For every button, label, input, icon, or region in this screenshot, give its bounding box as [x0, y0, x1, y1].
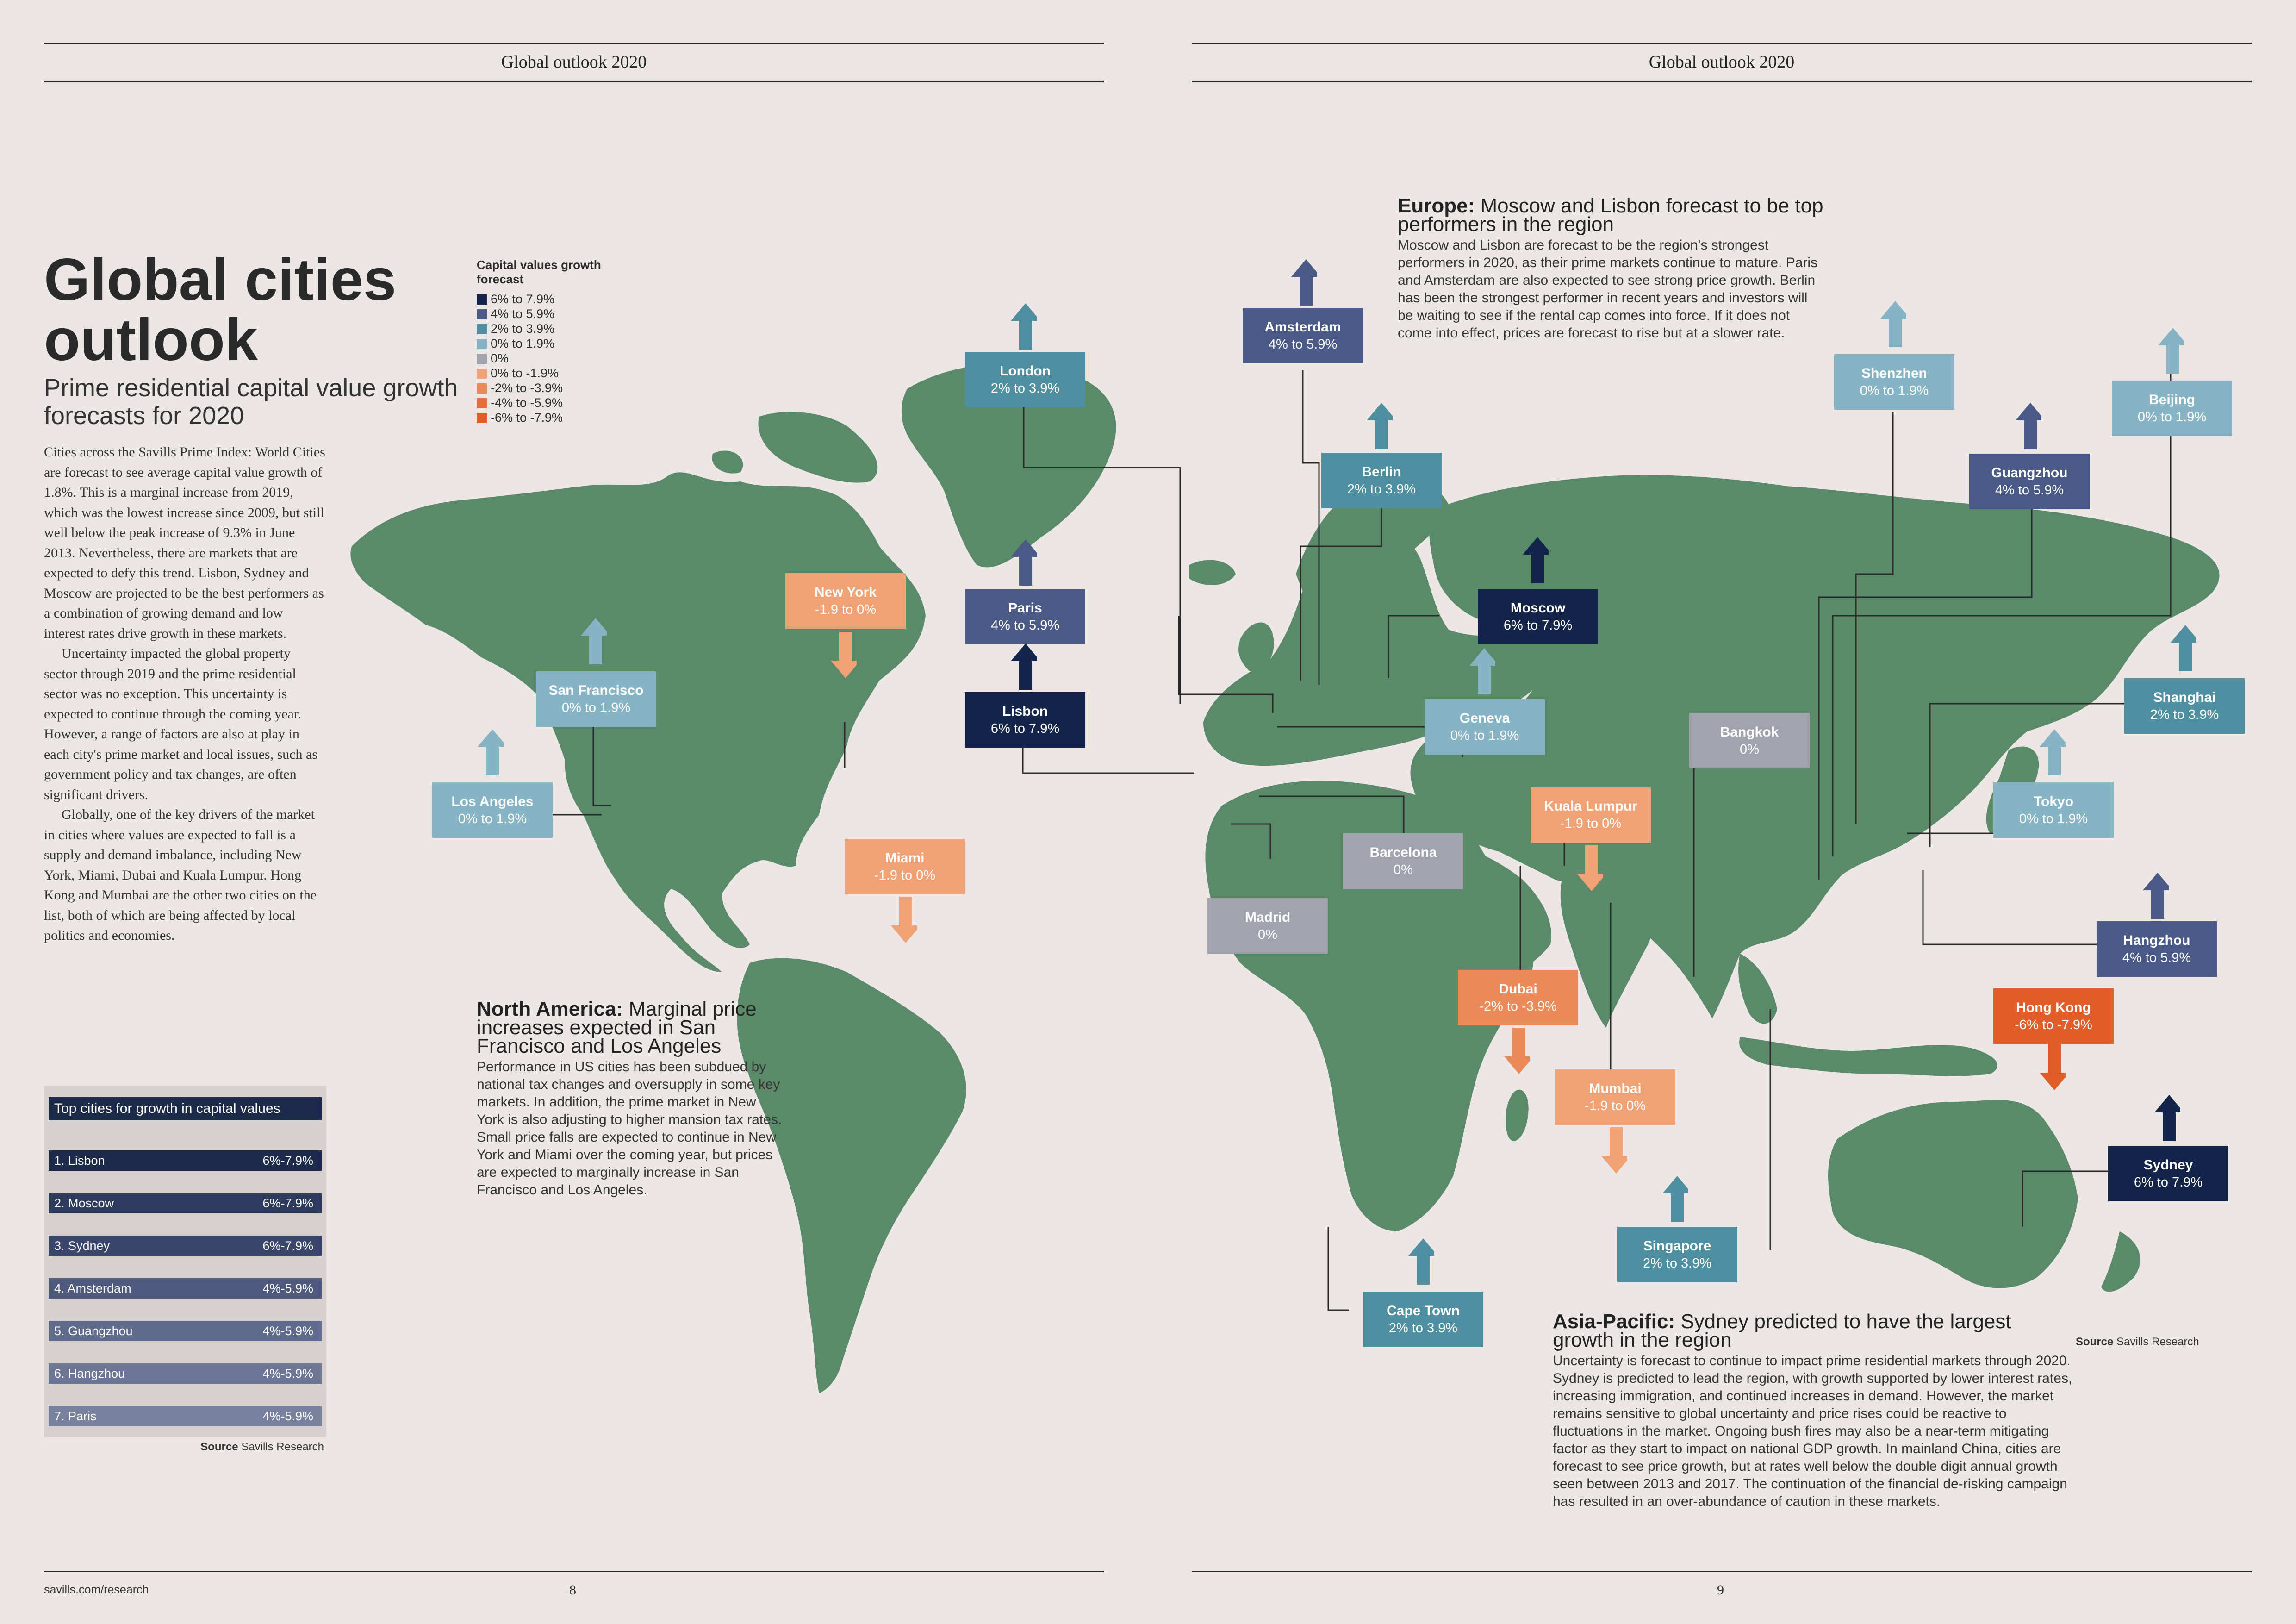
city-name: Sydney — [2143, 1157, 2193, 1173]
city-name: Singapore — [1643, 1238, 1711, 1254]
legend-item — [477, 306, 554, 322]
footer-rule-left — [44, 1571, 1104, 1572]
city-label-san-francisco — [536, 671, 656, 727]
table-value: 4%-5.9% — [262, 1367, 313, 1380]
city-forecast: -1.9 to 0% — [1560, 816, 1622, 831]
legend-swatch — [477, 398, 487, 408]
arrow-up-icon — [1662, 1176, 1688, 1222]
arrow-down-icon — [1504, 1028, 1530, 1074]
table-value: 4%-5.9% — [262, 1409, 313, 1423]
table-source: Source Savills Research — [200, 1441, 324, 1453]
footer-url[interactable]: savills.com/research — [44, 1583, 149, 1596]
city-label-miami — [845, 839, 965, 894]
city-forecast: 0% to 1.9% — [2019, 812, 2088, 826]
city-name: San Francisco — [548, 683, 644, 698]
region-heading: North America: Marginal price increases expected in San Francisco and Los Angeles — [477, 998, 757, 1057]
legend-label: 0% — [491, 351, 509, 365]
region-europe — [1398, 194, 1823, 342]
city-forecast: 0% to 1.9% — [458, 812, 527, 826]
city-forecast: 4% to 5.9% — [1268, 337, 1338, 352]
arrow-up-icon — [1408, 1238, 1434, 1285]
city-label-lisbon — [965, 692, 1085, 748]
arrow-up-icon — [2143, 873, 2169, 919]
region-asia-pacific — [1553, 1312, 2076, 1511]
intro-paragraph: Globally, one of the key drivers of the market in cities where values are expected to fall is a supply and demand imbalance, including New York, Miami, Dubai and Kuala Lumpur. Hong Kong and Mumbai are the other two cities on the list, both of which are being affected by local politics and economies. — [44, 807, 317, 943]
page-number-left: 8 — [569, 1582, 576, 1598]
table-city: 1. Lisbon — [54, 1154, 105, 1168]
legend-swatch — [477, 413, 487, 423]
city-label-beijing — [2112, 381, 2232, 436]
city-label-hong-kong — [1993, 988, 2114, 1044]
legend-swatch — [477, 324, 487, 334]
city-name: Geneva — [1459, 711, 1510, 726]
city-forecast: 0% — [1740, 742, 1759, 757]
legend-swatch — [477, 369, 487, 379]
arrow-up-icon — [2040, 729, 2066, 775]
map-source: Source Savills Research — [2076, 1336, 2199, 1348]
city-label-shanghai — [2124, 678, 2245, 734]
legend-label: 2% to 3.9% — [491, 322, 555, 336]
arrow-up-icon — [1011, 539, 1037, 586]
legend-item — [477, 291, 554, 307]
legend-label: 0% to -1.9% — [491, 366, 559, 380]
table-value: 4%-5.9% — [262, 1281, 313, 1295]
city-name: Amsterdam — [1264, 319, 1341, 335]
legend-item — [477, 380, 563, 396]
table-city: 6. Hangzhou — [54, 1367, 125, 1380]
table-row — [49, 1236, 322, 1256]
arrow-up-icon — [1469, 648, 1495, 694]
city-forecast: -1.9 to 0% — [874, 868, 936, 883]
city-label-barcelona — [1343, 833, 1463, 889]
arrow-up-icon — [1011, 643, 1037, 690]
city-forecast: 6% to 7.9% — [1503, 618, 1573, 633]
intro-text — [44, 442, 326, 946]
arrow-down-icon — [1577, 845, 1603, 891]
arrow-up-icon — [1523, 537, 1549, 583]
city-forecast: 2% to 3.9% — [990, 381, 1060, 396]
page-title: Global cities outlook — [44, 247, 397, 373]
arrow-down-icon — [831, 632, 857, 678]
legend-label: -4% to -5.9% — [491, 396, 563, 410]
region-heading: Europe: Moscow and Lisbon forecast to be top performers in the region — [1398, 194, 1823, 236]
city-label-paris — [965, 589, 1085, 644]
region-body: Performance in US cities has been subdued by national tax changes and oversupply in some key markets. In addition, the prime market in New York is also adjusting to higher mansion tax rates. Small price falls are expected to continue in New York and Miami over the coming year, but prices are expected to marginally increase in San Francisco and Los Angeles. — [477, 1059, 782, 1198]
table-city: 2. Moscow — [54, 1196, 114, 1210]
city-label-singapore — [1617, 1227, 1737, 1282]
legend-label: -2% to -3.9% — [491, 381, 563, 395]
region-body: Uncertainty is forecast to continue to impact prime residential markets through 2020. Sydney is predicted to lead the region, with growth supported by lower interest rates, increasing immigration, and continued increases in demand. However, the market remains sensitive to global uncertainty and price rises could be reactive to fluctuations in the market. Ongoing bush fires may also be a near-term mitigating factor as they start to impact on national GDP growth. In mainland China, cities are forecast to see price growth, but at rates well below the double digit annual growth seen between 2013 and 2017. The continuation of the financial de-risking campaign has resulted in an over-abundance of caution in these markets. — [1553, 1353, 2072, 1509]
city-label-kuala-lumpur — [1531, 787, 1651, 843]
city-name: Barcelona — [1369, 845, 1437, 860]
legend-item — [477, 350, 509, 367]
city-label-guangzhou — [1969, 454, 2090, 509]
table-row — [49, 1278, 322, 1299]
table-city: 3. Sydney — [54, 1239, 110, 1253]
city-name: Berlin — [1362, 464, 1401, 480]
table-value: 6%-7.9% — [262, 1196, 313, 1210]
arrow-down-icon — [2040, 1044, 2066, 1090]
landmass-indonesia — [1739, 1037, 1997, 1076]
landmass-australia — [1828, 1100, 2078, 1288]
legend-item — [477, 320, 554, 337]
city-label-los-angeles — [432, 782, 553, 838]
city-label-hangzhou — [2097, 921, 2217, 977]
table-city: 4. Amsterdam — [54, 1281, 131, 1295]
city-label-madrid — [1207, 898, 1328, 954]
region-body: Moscow and Lisbon are forecast to be the region's strongest performers in 2020, as their prime markets continue to mature. Paris and Amsterdam are also expected to see strong price growth. Berlin has been the strongest performer in recent years and investors will be waiting to see if the rental cap comes into force. If it does not come into effect, prices are forecast to rise but at a slower rate. — [1398, 237, 1818, 341]
page-subtitle: Prime residential capital value growth forecasts for 2020 — [44, 374, 458, 430]
city-name: London — [1000, 363, 1051, 379]
city-forecast: 2% to 3.9% — [1388, 1321, 1458, 1336]
city-label-london — [965, 352, 1085, 407]
arrow-up-icon — [581, 618, 607, 664]
city-name: Cape Town — [1387, 1303, 1460, 1318]
city-name: Shanghai — [2153, 690, 2216, 705]
city-name: Shenzhen — [1861, 366, 1927, 381]
table-row — [49, 1321, 322, 1341]
city-label-mumbai — [1555, 1069, 1675, 1125]
city-forecast: 4% to 5.9% — [990, 618, 1060, 633]
legend-item — [477, 365, 559, 381]
page-number-right: 9 — [1717, 1582, 1724, 1598]
city-forecast: 0% to 1.9% — [1450, 728, 1519, 743]
arrow-up-icon — [2171, 625, 2196, 671]
city-name: New York — [815, 585, 877, 600]
city-name: Moscow — [1510, 600, 1566, 616]
city-forecast: 4% to 5.9% — [1995, 483, 2064, 498]
legend-item — [477, 409, 563, 426]
legend-label: 6% to 7.9% — [491, 292, 555, 306]
legend-swatch — [477, 309, 487, 319]
city-label-amsterdam — [1243, 308, 1363, 363]
city-forecast: -1.9 to 0% — [1584, 1099, 1646, 1113]
table-value: 4%-5.9% — [262, 1324, 313, 1338]
legend-item — [477, 394, 563, 411]
city-name: Paris — [1008, 600, 1042, 616]
city-label-cape-town — [1363, 1292, 1483, 1347]
footer-rule-right — [1192, 1571, 2252, 1572]
arrow-up-icon — [2016, 403, 2041, 449]
arrow-up-icon — [1880, 301, 1906, 347]
table-city: 5. Guangzhou — [54, 1324, 133, 1338]
intro-paragraph: Cities across the Savills Prime Index: World Cities are forecast to see average capital value growth of 1.8%. This is a marginal increase from 2019, which was the lowest increase since 2009, but still well below the peak increase of 9.3% in June 2013. Nevertheless, there are markets that are expected to defy this trend. Lisbon, Sydney and Moscow are projected to be the best performers as a combination of growing demand and low interest rates drive growth in these markets. — [44, 444, 325, 641]
legend-label: 4% to 5.9% — [491, 307, 555, 321]
city-forecast: 0% to 1.9% — [561, 700, 631, 715]
legend-swatch — [477, 339, 487, 349]
city-forecast: 0% to 1.9% — [1860, 383, 1929, 398]
city-label-bangkok — [1689, 713, 1810, 768]
table-title: Top cities for growth in capital values — [49, 1097, 322, 1120]
landmass-arctic-islands — [758, 412, 877, 483]
city-name: Hong Kong — [2016, 1000, 2091, 1015]
city-forecast: 2% to 3.9% — [1643, 1256, 1712, 1271]
city-name: Guangzhou — [1991, 465, 2068, 481]
city-label-sydney — [2108, 1146, 2228, 1201]
intro-paragraph: Uncertainty impacted the global property sector through 2019 and the prime residential sector was no exception. This uncertainty is expected to continue through the coming year. However, a range of factors are also at play in each city's prime market and local issues, such as government policy and tax changes, are often significant drivers. — [44, 646, 318, 802]
legend-swatch — [477, 354, 487, 364]
city-name: Bangkok — [1720, 725, 1779, 740]
city-name: Mumbai — [1589, 1081, 1642, 1096]
city-label-tokyo — [1993, 782, 2114, 838]
city-name: Tokyo — [2033, 794, 2074, 809]
city-forecast: -2% to -3.9% — [1479, 999, 1557, 1014]
city-forecast: 6% to 7.9% — [2134, 1175, 2203, 1190]
table-value: 6%-7.9% — [262, 1154, 313, 1168]
legend-label: 0% to 1.9% — [491, 337, 555, 350]
city-forecast: 6% to 7.9% — [990, 721, 1060, 736]
table-row — [49, 1193, 322, 1213]
table-row — [49, 1406, 322, 1426]
city-label-geneva — [1425, 699, 1545, 755]
city-name: Dubai — [1499, 981, 1537, 997]
city-name: Beijing — [2148, 392, 2195, 407]
city-forecast: 0% — [1394, 862, 1413, 877]
table-value: 6%-7.9% — [262, 1239, 313, 1253]
arrow-down-icon — [1601, 1127, 1627, 1174]
arrow-up-icon — [2154, 1095, 2180, 1141]
arrow-up-icon — [478, 729, 504, 775]
city-name: Madrid — [1244, 910, 1291, 925]
city-name: Kuala Lumpur — [1544, 799, 1637, 814]
legend-title: Capital values growth forecast — [477, 258, 601, 286]
city-label-new-york — [785, 573, 906, 629]
arrow-up-icon — [1011, 303, 1037, 350]
legend-item — [477, 335, 554, 352]
city-name: Miami — [885, 850, 925, 866]
city-forecast: 0% — [1258, 927, 1277, 942]
city-label-moscow — [1478, 589, 1598, 644]
legend-swatch — [477, 294, 487, 305]
arrow-up-icon — [1291, 259, 1317, 306]
header-title-right: Global outlook 2020 — [1649, 52, 1795, 72]
city-label-dubai — [1458, 970, 1578, 1025]
map-landmasses — [350, 364, 2219, 1393]
city-forecast: 4% to 5.9% — [2122, 950, 2191, 965]
top-cities-table — [44, 1086, 326, 1437]
city-name: Lisbon — [1002, 704, 1048, 719]
region-north-america — [477, 1000, 782, 1199]
city-forecast: 0% to 1.9% — [2137, 410, 2207, 425]
table-city: 7. Paris — [54, 1409, 97, 1423]
city-forecast: 2% to 3.9% — [1347, 482, 1416, 497]
legend-label: -6% to -7.9% — [491, 411, 563, 425]
city-label-berlin — [1321, 453, 1442, 508]
city-forecast: -1.9 to 0% — [815, 602, 877, 617]
arrow-down-icon — [891, 897, 917, 943]
arrow-up-icon — [2158, 328, 2184, 374]
city-label-shenzhen — [1834, 354, 1954, 410]
city-name: Los Angeles — [451, 794, 534, 809]
legend-swatch — [477, 383, 487, 394]
city-name: Hangzhou — [2123, 933, 2190, 948]
table-row — [49, 1150, 322, 1171]
table-row — [49, 1363, 322, 1384]
arrow-up-icon — [1367, 403, 1393, 449]
header-title-left: Global outlook 2020 — [501, 52, 647, 72]
city-forecast: 2% to 3.9% — [2150, 707, 2219, 722]
city-forecast: -6% to -7.9% — [2015, 1018, 2092, 1032]
region-heading: Asia-Pacific: Sydney predicted to have the largest growth in the region — [1553, 1310, 2011, 1351]
